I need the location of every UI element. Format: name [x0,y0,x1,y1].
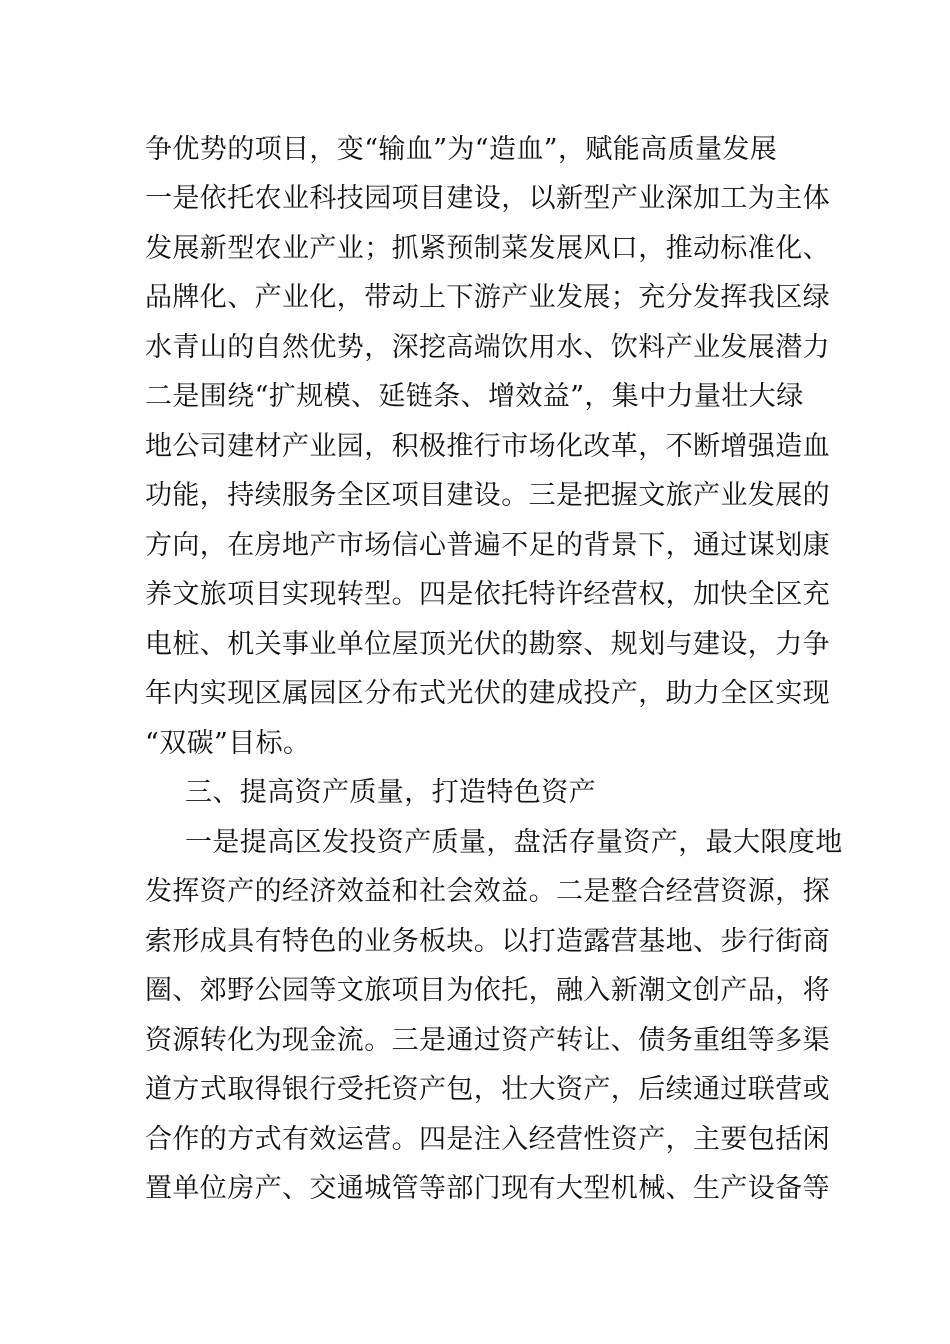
text-line-5: 水青山的自然优势，深挖高端饮用水、饮料产业发展潜力 [145,332,830,363]
text-line-9: 方向，在房地产市场信心普遍不足的背景下，通过谋划康 [145,530,830,561]
text-line-22: 置单位房产、交通城管等部门现有大型机械、生产设备等 [145,1173,830,1204]
text-line-7: 地公司建材产业园，积极推行市场化改革，不断增强造血 [145,431,830,462]
text-line-6: 二是围绕“扩规模、延链条、增效益”，集中力量壮大绿 [145,381,804,412]
text-line-20: 道方式取得银行受托资产包，壮大资产，后续通过联营或 [145,1074,830,1105]
text-line-21: 合作的方式有效运营。四是注入经营性资产，主要包括闲 [145,1124,830,1155]
text-line-2: 一是依托农业科技园项目建设，以新型产业深加工为主体 [145,183,830,214]
text-line-8: 功能，持续服务全区项目建设。三是把握文旅产业发展的 [145,480,830,511]
text-line-3: 发展新型农业产业；抓紧预制菜发展风口，推动标准化、 [145,233,830,264]
text-line-19: 资源转化为现金流。三是通过资产转让、债务重组等多渠 [145,1025,830,1056]
text-line-16: 发挥资产的经济效益和社会效益。二是整合经营资源，探 [145,876,830,907]
text-line-12: 年内实现区属园区分布式光伏的建成投产，助力全区实现 [145,678,830,709]
text-line-17: 索形成具有特色的业务板块。以打造露营基地、步行街商 [145,926,830,957]
text-line-4: 品牌化、产业化，带动上下游产业发展；充分发挥我区绿 [145,282,830,313]
text-line-15: 一是提高区发投资产质量，盘活存量资产，最大限度地 [185,827,843,858]
section-heading: 三、提高资产质量，打造特色资产 [185,777,596,808]
text-line-13: “双碳”目标。 [145,728,311,759]
text-line-18: 圈、郊野公园等文旅项目为依托，融入新潮文创产品，将 [145,975,830,1006]
text-line-10: 养文旅项目实现转型。四是依托特许经营权，加快全区充 [145,579,830,610]
text-line-11: 电桩、机关事业单位屋顶光伏的勘察、规划与建设，力争 [145,629,830,660]
text-line-1: 争优势的项目，变“输血”为“造血”，赋能高质量发展 [145,134,778,165]
